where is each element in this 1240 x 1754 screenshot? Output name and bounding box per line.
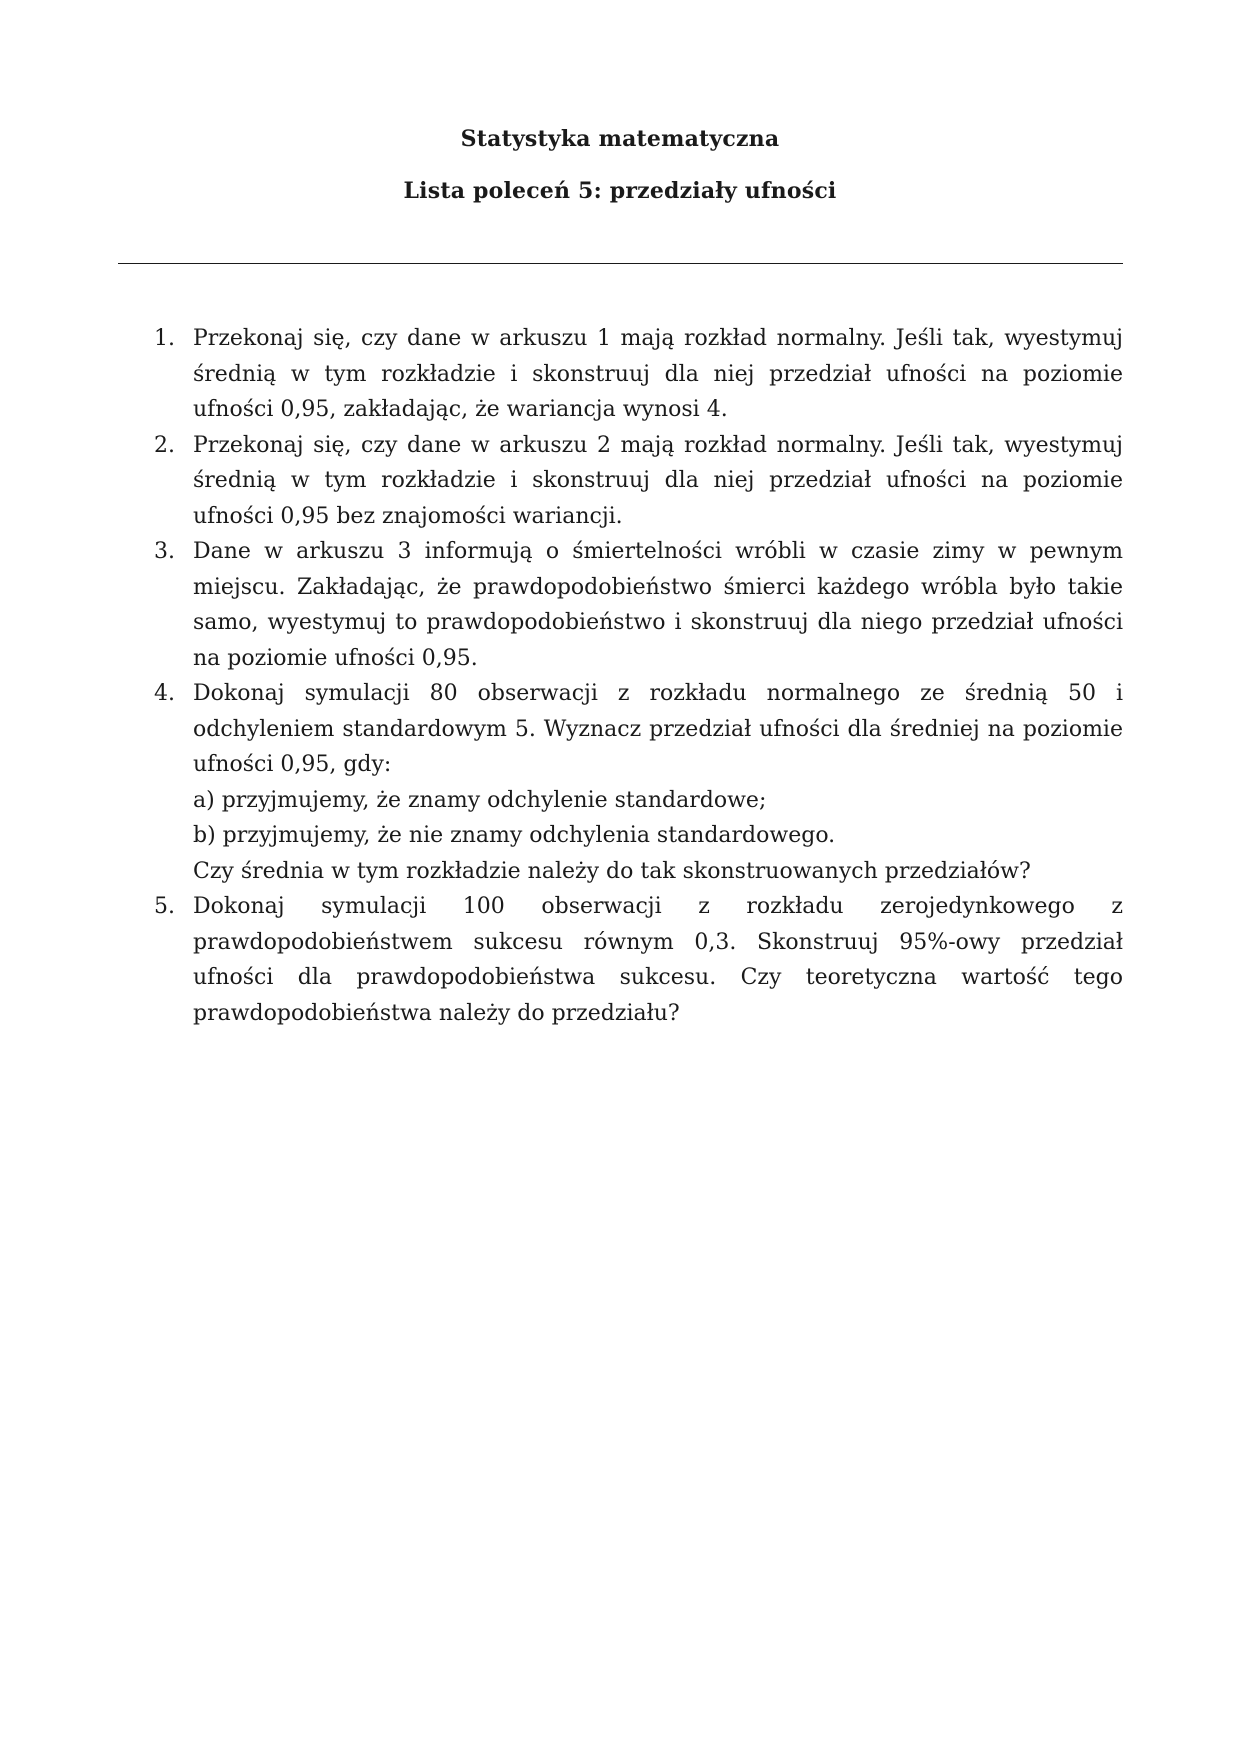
task-item-3 [150,534,1123,676]
task-subitem-b: b) przyjmujemy, że nie znamy odchylenia standardowego. [193,823,836,848]
task-item-1 [150,321,1123,428]
task-number: 5. [154,894,175,919]
task-item-2 [150,428,1123,535]
horizontal-rule [118,263,1123,264]
document-subtitle: Lista poleceń 5: przedziały ufności [403,178,837,204]
task-text: Przekonaj się, czy dane w arkuszu 2 mają rozkład normalny. Jeśli tak, wyestymuj średnią w tym rozkładzie i skonstruuj dla niej przedział ufności na poziomie ufności 0,95 bez znajomości wariancji. [193,432,1123,529]
task-item-4 [150,676,1123,889]
task-question: Czy średnia w tym rozkładzie należy do tak skonstruowanych przedziałów? [193,858,1031,884]
task-text: Dokonaj symulacji 100 obserwacji z rozkładu zerojedynkowego z prawdopodobieństwem sukcesu równym 0,3. Skonstruuj 95%-owy przedział ufności dla prawdopodobieństwa sukcesu. Czy teoretyczna wartość tego prawdopodobieństwa należy do przedziału? [193,894,1123,1026]
task-number: 3. [154,539,175,564]
task-text: Dokonaj symulacji 80 obserwacji z rozkładu normalnego ze średnią 50 i odchyleniem standardowym 5. Wyznacz przedział ufności dla średniej na poziomie ufności 0,95, gdy: [193,681,1123,777]
task-text: Przekonaj się, czy dane w arkuszu 1 mają rozkład normalny. Jeśli tak, wyestymuj średnią w tym rozkładzie i skonstruuj dla niej przedział ufności na poziomie ufności 0,95, zakładając, że wariancja wynosi 4. [193,326,1123,422]
task-item-5 [150,889,1123,1031]
document-title: Statystyka matematyczna [460,126,780,152]
task-number: 4. [154,681,175,706]
task-number: 1. [154,326,175,351]
task-list [150,321,1123,1031]
task-number: 2. [154,432,175,458]
task-text: Dane w arkuszu 3 informują o śmiertelności wróbli w czasie zimy w pewnym miejscu. Zakładając, że prawdopodobieństwo śmierci każdego wróbla było takie samo, wyestymuj to prawdopodobieństwo i skonstruuj dla niego przedział ufności na poziomie ufności 0,95. [193,539,1123,671]
task-subitem-a: a) przyjmujemy, że znamy odchylenie standardowe; [193,787,767,813]
